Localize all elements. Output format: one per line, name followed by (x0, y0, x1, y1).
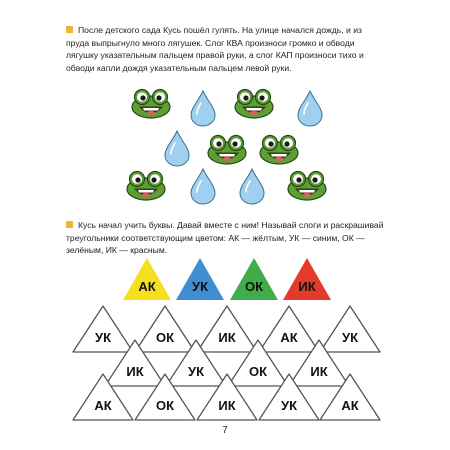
frog-icon (132, 90, 170, 119)
frog-icon (288, 172, 326, 201)
frog-icon (127, 172, 165, 201)
syllable-label: АК (280, 329, 298, 345)
legend-triangle (283, 258, 331, 300)
syllable-label: ОК (155, 329, 175, 345)
frogs-and-drops-picture (127, 90, 326, 205)
outline-triangle (320, 306, 380, 352)
syllable-label: УК (280, 397, 298, 413)
outline-triangle (197, 306, 257, 352)
syllable-label: УК (187, 363, 205, 379)
syllable-label: ОК (244, 278, 264, 294)
outline-triangle (135, 306, 195, 352)
syllable-label: УК (341, 329, 359, 345)
syllable-label: ОК (155, 397, 175, 413)
raindrop-icon (191, 91, 215, 126)
syllable-label: АК (94, 397, 112, 413)
frog-icon (208, 136, 246, 165)
frog-icon (260, 136, 298, 165)
syllable-label: ИК (218, 329, 236, 345)
legend-triangle (230, 258, 278, 300)
frog-icon (235, 90, 273, 119)
outline-triangle (73, 306, 133, 352)
raindrop-icon (165, 131, 189, 166)
legend-triangle (123, 258, 171, 300)
triangles-to-color (73, 306, 380, 420)
syllable-label: ИК (298, 278, 316, 294)
syllable-label: ИК (126, 363, 144, 379)
raindrop-icon (191, 169, 215, 204)
page-number: 7 (222, 425, 228, 436)
syllable-label: ИК (218, 397, 236, 413)
syllable-label: ИК (310, 363, 328, 379)
task-2-text: Кусь начал учить буквы. Давай вместе с ним! Называй слоги и раскрашивай треугольники соответствующим цветом: АК — жёлтым, УК — синим, ОК — зелёным, ИК — красным. (66, 220, 384, 256)
color-legend (123, 258, 331, 300)
syllable-label: УК (94, 329, 112, 345)
outline-triangle (259, 306, 319, 352)
syllable-label: АК (138, 278, 156, 294)
raindrop-icon (240, 169, 264, 204)
raindrop-icon (298, 91, 322, 126)
syllable-label: ОК (248, 363, 268, 379)
legend-triangle (176, 258, 224, 300)
task-1-text: После детского сада Кусь пошёл гулять. На улице начался дождь, и из пруда выпрыгнуло много лягушек. Слог КВА произноси громко и обводи лягушку указательным пальцем правой руки, а слог КАП произноси тихо и обводи капли дождя указательным пальцем левой руки. (66, 25, 364, 73)
syllable-label: УК (191, 278, 209, 294)
syllable-label: АК (341, 397, 359, 413)
